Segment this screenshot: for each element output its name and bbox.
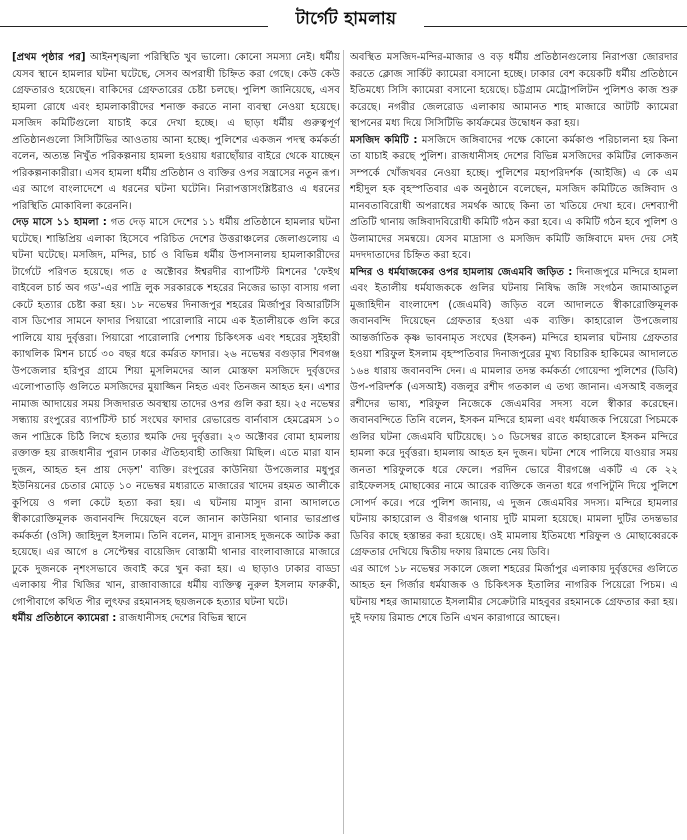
- paragraph: [350, 562, 678, 628]
- paragraph-text: গত দেড় মাসে দেশের ১১ ধর্মীয় প্রতিষ্ঠানে হামলার ঘটনা ঘটেছে। শান্তিপ্রিয় এলাকা হিসেবে পরিচিত দেশের উত্তরাঞ্চলের জেলাগুলোয় এ ঘটনা ঘটেছে। মসজিদ, মন্দির, চার্চ ও বিভিন্ন ধর্মীয় উপাসনালয় হামলাকারীদের টার্গেটে পরিণত হয়েছে। গত ৫ অক্টোবর ঈশ্বরদীর ব্যাপটিস্ট মিশনের 'ফেইথ বাইবেল চার্চ অব গড'-এর পাদ্রি লুক সরকারকে শহরের নিজের ভাড়া বাসায় গলা কেটে হত্যার চেষ্টা করা হয়। ১৮ নভেম্বর দিনাজপুর শহরের মির্জাপুর বিআরটিসি বাস ডিপোর সামনে ফাদার পিয়ারো পারোলারি নামে এক ইতালীয়কে গুলি করে পালিয়ে যায় দুর্বৃত্তরা। পিয়ারো পারোলারি পেশায় চিকিৎসক এবং শহরের সুইহারী ক্যাথলিক মিশন চার্চে ৩০ বছর ধরে কর্মরত ফাদার। ২৬ নভেম্বর বগুড়ার শিবগঞ্জ উপজেলার হরিপুর গ্রামে শিয়া মুসলিমদের আল মোস্তফা মসজিদে দুর্বৃত্তদের এলোপাতাড়ি গুলিতে মসজিদের মুয়াজ্জিন নিহত এবং তিনজন আহত হন। এশার নামাজ আদায়ের সময় সিজদারত অবস্থায় তাদের ওপর গুলি করা হয়। ২৫ নভেম্বর সন্ধ্যায় রংপুরের ব্যাপটিস্ট চার্চ সংঘের ফাদার রেভারেন্ড বার্নাবাস হেমব্রেমস ১০ জন পাদ্রিকে চিঠি লিখে হত্যার হুমকি দেয় দুর্বৃত্তরা। ২৩ অক্টোবর বোমা হামলায় রক্তাক্ত হয় রাজধানীর পুরান ঢাকার ঐতিহ্যবাহী তাজিয়া মিছিল। এতে মারা যান দুজন, আহত হন প্রায় দেড়শ' ব্যক্তি। রংপুরের কাউনিয়া উপজেলার মধুপুর ইউনিয়নের চেতার মোড়ে ১০ নভেম্বর মধ্যরাতে মাজারের খাদেম রহমত আলীকে কুপিয়ে ও গলা কেটে হত্যা করা হয়। এ ঘটনায় মাসুদ রানা আদালতে স্বীকারোক্তিমূলক জবানবন্দি দিয়েছেন বলে জানান কাউনিয়া থানার ভারপ্রাপ্ত কর্মকর্তা (ওসি) জাহিদুল ইসলাম। তিনি বলেন, মাসুদ রানাসহ দুজনকে আটক করা হয়েছে। এর আগে ৪ সেপ্টেম্বর বায়েজিদ বোস্তামী থানার বাংলাবাজারে মাজারে ঢুকে দুজনকে নৃশংসভাবে জবাই করে খুন করা হয়। এ ছাড়াও ঢাকার বাড্ডা এলাকায় পীর খিজির খান, রাজাবাজারে ধর্মীয় ব্যক্তিত্ব নুরুল ইসলাম ফারুকী, গোপীবাগে কথিত পীর লুৎফর রহমানসহ ছয়জনকে হত্যার ঘটনা ঘটে।: [12, 217, 340, 608]
- paragraph: [12, 50, 340, 215]
- left-column: [12, 50, 340, 840]
- article-header: [0, 0, 687, 46]
- paragraph: [350, 50, 678, 133]
- paragraph: [12, 215, 340, 611]
- subheading: মন্দির ও ধর্মযাজকের ওপর হামলায় জেএমবি জড়িত :: [350, 266, 573, 278]
- paragraph: [12, 611, 340, 628]
- subheading: দেড় মাসে ১১ হামলা :: [12, 217, 107, 228]
- right-column: [350, 50, 678, 840]
- column-divider: [343, 50, 344, 834]
- article-title: টার্গেট হামলায়: [295, 9, 397, 29]
- paragraph: [350, 265, 678, 562]
- subheading: ধর্মীয় প্রতিষ্ঠানে ক্যামেরা :: [12, 613, 117, 624]
- paragraph-text: আইনশৃঙ্খলা পরিস্থিতি খুব ভালো। কোনো সমস্যা নেই। ধর্মীয় যেসব স্থানে হামলার ঘটনা ঘটেছে, সেসব অপরাধী চিহ্নিত করা গেছে। কেউ কেউ গ্রেফতারও হয়েছেন। বাকিদের গ্রেফতারের চেষ্টা চলছে। পুলিশ জানিয়েছে, এসব হামলা রোধে এবং হামলাকারীদের শনাক্ত করতে নানা ব্যবস্থা নেওয়া হয়েছে। মসজিদ কমিটিগুলো যাচাই করে দেখা হচ্ছে। এ ছাড়া ধর্মীয় গুরুত্বপূর্ণ প্রতিষ্ঠানগুলো সিসিটিভির আওতায় আনা হচ্ছে। পুলিশের একজন পদস্থ কর্মকর্তা বলেন, অত্যন্ত নিখুঁত পরিকল্পনায় হামলা হওয়ায় ধরাছোঁয়ার বাইরে থেকে যাচ্ছেন পরিকল্পনাকারীরা। এসব হামলা ধর্মীয় প্রতিষ্ঠান ও ব্যক্তির ওপর সন্ত্রাসের নতুন রূপ। এর আগে বাংলাদেশে এ ধরনের ঘটনা ঘটেনি। নিরাপত্তাসংশ্লিষ্টরাও এ ধরনের পরিস্থিতি মোকাবিলা করেননি।: [12, 52, 340, 212]
- header-rule-right: [424, 26, 687, 27]
- paragraph: [350, 133, 678, 265]
- paragraph-text: মসজিদে জঙ্গিবাদের পক্ষে কোনো কর্মকাণ্ড পরিচালনা হয় কিনা তা যাচাই করছে পুলিশ। রাজধানীসহ দেশের বিভিন্ন মসজিদের কমিটির লোকজন সম্পর্কে খোঁজখবর নেওয়া হচ্ছে। পুলিশের মহাপরিদর্শক (আইজি) এ কে এম শহীদুল হক বৃহস্পতিবার এক অনুষ্ঠানে বলেছেন, মসজিদ কমিটিতে জঙ্গিবাদ ও মানবতাবিরোধী অপরাধের সমর্থক আছে কিনা তা খতিয়ে দেখা হবে। দেশব্যাপী প্রতিটি থানায় জঙ্গিবাদবিরোধী কমিটি গঠন করা হবে। এ কমিটি গঠন হবে পুলিশ ও উলামাদের সমন্বয়ে। যেসব মাদ্রাসা ও মসজিদ কমিটি জঙ্গিবাদে মদদ দেয় সেই মদদদাতাদের চিহ্নিত করা হবে।: [350, 134, 678, 261]
- paragraph-text: এর আগে ১৮ নভেম্বর সকালে জেলা শহরের মির্জাপুর এলাকায় দুর্বৃত্তদের গুলিতে আহত হন গির্জার ধর্মযাজক ও চিকিৎসক ইতালির নাগরিক পিয়েরো পিচম। এ ঘটনায় শহর জামায়াতে ইসলামীর সেক্রেটারি মাহবুবর রহমানকে গ্রেফতার করা হয়। দুই দফায় রিমান্ড শেষে তিনি এখন কারাগারে আছেন।: [350, 563, 678, 624]
- subheading: মসজিদ কমিটি :: [350, 134, 418, 146]
- paragraph-text: রাজধানীসহ দেশের বিভিন্ন স্থানে: [116, 613, 247, 624]
- paragraph-text: অবস্থিত মসজিদ-মন্দির-মাজার ও বড় ধর্মীয় প্রতিষ্ঠানগুলোয় নিরাপত্তা জোরদার করতে ক্লোজ সার্কিট ক্যামেরা বসানো হচ্ছে। ঢাকার বেশ কয়েকটি ধর্মীয় প্রতিষ্ঠানে ইতিমধ্যে সিসি ক্যামেরা বসানো হয়েছে। চট্টগ্রাম মেট্রোপলিটন পুলিশও কাজ শুরু করেছে। নগরীর জেলরোড এলাকায় আমানত শাহ মাজারে আটটি ক্যামেরা স্থাপনের মধ্য দিয়ে সিসিটিভি কার্যক্রমের উদ্বোধন করা হয়।: [350, 52, 678, 129]
- header-rule-left: [0, 26, 268, 27]
- paragraph-lead: [প্রথম পৃষ্ঠার পর]: [12, 52, 86, 63]
- paragraph-text: দিনাজপুরে মন্দিরে হামলা এবং ইতালীয় ধর্মযাজককে গুলির ঘটনায় নিষিদ্ধ জঙ্গি সংগঠন জামাআতুল মুজাহিদীন বাংলাদেশ (জেএমবি) জড়িত বলে আদালতে স্বীকারোক্তিমূলক জবানবন্দি দিয়েছেন গ্রেফতার হওয়া এক ব্যক্তি। কাহারোল উপজেলায় আন্তর্জাতিক কৃষ্ণ ভাবনামৃত সংঘের (ইসকন) মন্দিরে হামলার ঘটনায় গ্রেফতার হওয়া শরিফুল ইসলাম বৃহস্পতিবার দিনাজপুরের মুখ্য বিচারিক হাকিমের আদালতে ১৬৪ ধারায় জবানবন্দি দেন। এ মামলার তদন্ত কর্মকর্তা গোয়েন্দা পুলিশের (ডিবি) উপ-পরিদর্শক (এসআই) বজলুর রশীদ গতকাল এ তথ্য জানান। এসআই বজলুর রশীদের ভাষ্য, শরিফুল নিজেকে জেএমবির সদস্য বলে স্বীকার করেছেন। জবানবন্দিতে তিনি বলেন, ইসকন মন্দিরে হামলা এবং ধর্মযাজক পিয়েরো পিচমকে গুলির ঘটনা জেএমবি ঘটিয়েছে। ১০ ডিসেম্বর রাতে কাহারোলে ইসকন মন্দিরে হামলা করে দুর্বৃত্তরা। হামলায় আহত হন দুজন। ঘটনা শেষে পালিয়ে যাওয়ার সময় জনতা শরিফুলকে ধরে ফেলে। পরদিন ভোরে বীরগঞ্জে একটি এ কে ২২ রাইফেলসহ মোছাব্বের নামে আরেক ব্যক্তিকে জনতা ধরে গণপিটুনি দিয়ে পুলিশে সোপর্দ করে। পরে পুলিশ জানায়, এ দুজন জেএমবির সদস্য। মন্দিরে হামলার ঘটনায় কাহারোল ও বীরগঞ্জ থানায় দুটি মামলা হয়েছে। মামলা দুটির তদন্তভার ডিবির কাছে হস্তান্তর করা হয়েছে। ওই মামলায় ইতিমধ্যে শরিফুল ও মোছাব্বেরকে গ্রেফতার দেখিয়ে দ্বিতীয় দফায় রিমান্ডে নেয় ডিবি।: [350, 266, 678, 558]
